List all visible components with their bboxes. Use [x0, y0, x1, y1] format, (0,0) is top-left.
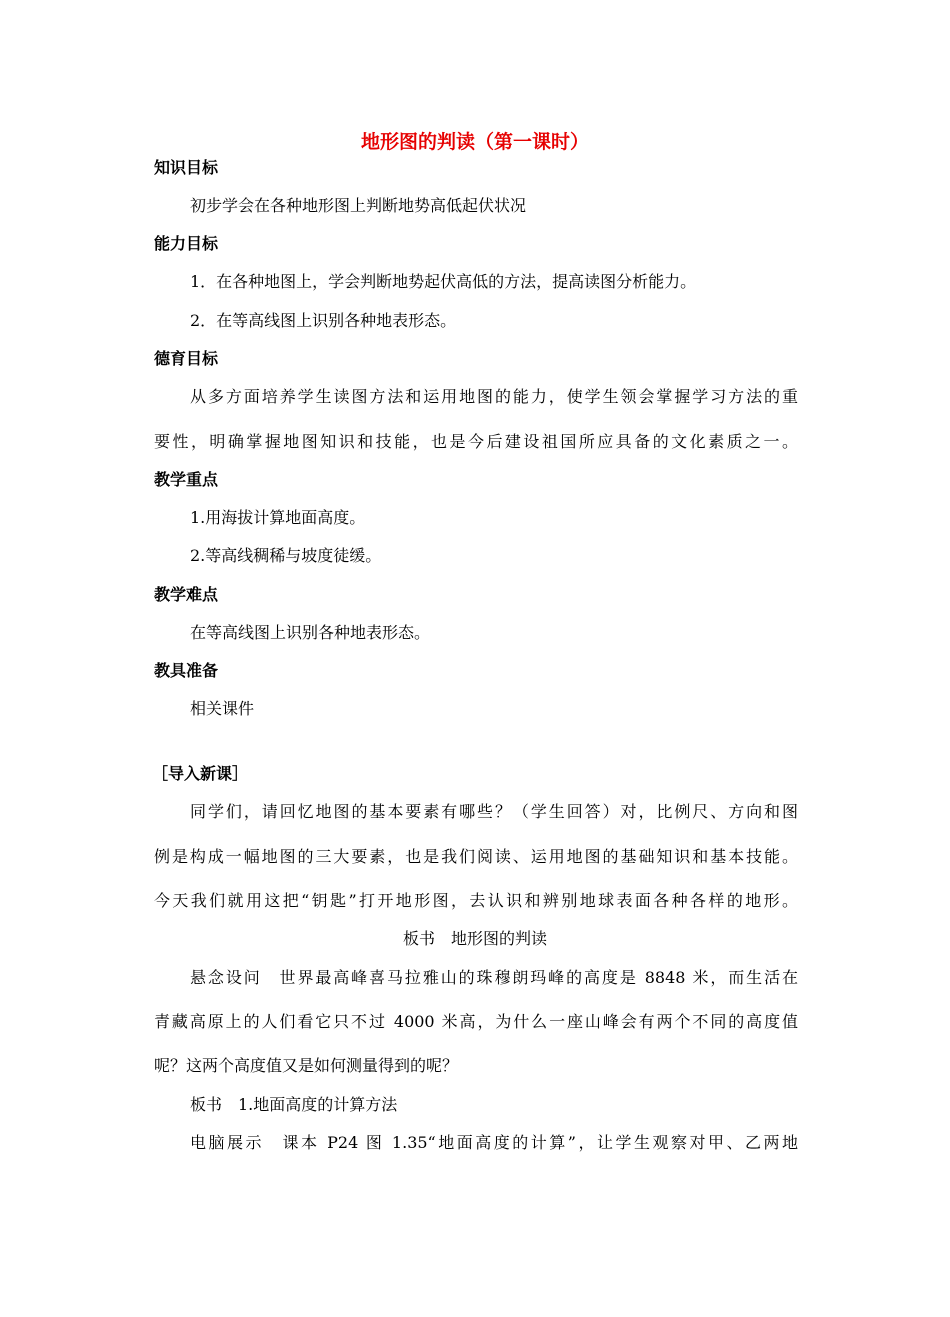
heading-ability-goals: 能力目标	[154, 234, 219, 253]
intro-paragraph-2-line-3: 呢？这两个高度值又是如何测量得到的呢？	[154, 1056, 459, 1075]
knowledge-goal-text: 初步学会在各种地形图上判断地势高低起伏状况	[190, 196, 527, 215]
moral-goal-line-2: 要性，明确掌握地图知识和技能，也是今后建设祖国所应具备的文化素质之一。	[154, 432, 798, 451]
key-point-item-2: 2.等高线稠稀与坡度徒缓。	[190, 546, 382, 565]
intro-paragraph-1-line-2: 例是构成一幅地图的三大要素，也是我们阅读、运用地图的基础知识和基本技能。	[154, 847, 798, 866]
difficulty-text: 在等高线图上识别各种地表形态。	[190, 623, 431, 642]
heading-key-points: 教学重点	[154, 470, 219, 489]
intro-paragraph-1-line-1: 同学们，请回忆地图的基本要素有哪些？（学生回答）对，比例尺、方向和图	[190, 802, 798, 821]
heading-difficulties: 教学难点	[154, 585, 219, 604]
heading-knowledge-goals: 知识目标	[154, 158, 219, 177]
heading-moral-goals: 德育目标	[154, 349, 219, 368]
ability-goal-item-2: 2．在等高线图上识别各种地表形态。	[190, 311, 457, 330]
board-note-1: 板书 地形图的判读	[402, 929, 547, 948]
heading-materials: 教具准备	[154, 661, 219, 680]
materials-text: 相关课件	[190, 699, 255, 718]
page-title: 地形图的判读（第一课时）	[360, 131, 589, 153]
intro-paragraph-2-line-1: 悬念设问 世界最高峰喜马拉雅山的珠穆朗玛峰的高度是 8848 米，而生活在	[190, 968, 798, 987]
intro-paragraph-2-line-2: 青藏高原上的人们看它只不过 4000 米高，为什么一座山峰会有两个不同的高度值	[154, 1012, 798, 1031]
ability-goal-item-1: 1．在各种地图上，学会判断地势起伏高低的方法，提高读图分析能力。	[190, 272, 697, 291]
moral-goal-line-1: 从多方面培养学生读图方法和运用地图的能力，使学生领会掌握学习方法的重	[190, 387, 798, 406]
intro-paragraph-3-line-1: 电脑展示 课本 P24 图 1.35“地面高度的计算”，让学生观察对甲、乙两地	[190, 1133, 798, 1152]
intro-paragraph-1-line-3: 今天我们就用这把“钥匙”打开地形图，去认识和辨别地球表面各种各样的地形。	[154, 891, 798, 910]
heading-intro: ［导入新课］	[152, 764, 249, 783]
key-point-item-1: 1.用海拔计算地面高度。	[190, 508, 366, 527]
board-note-2: 板书 1.地面高度的计算方法	[190, 1095, 398, 1114]
